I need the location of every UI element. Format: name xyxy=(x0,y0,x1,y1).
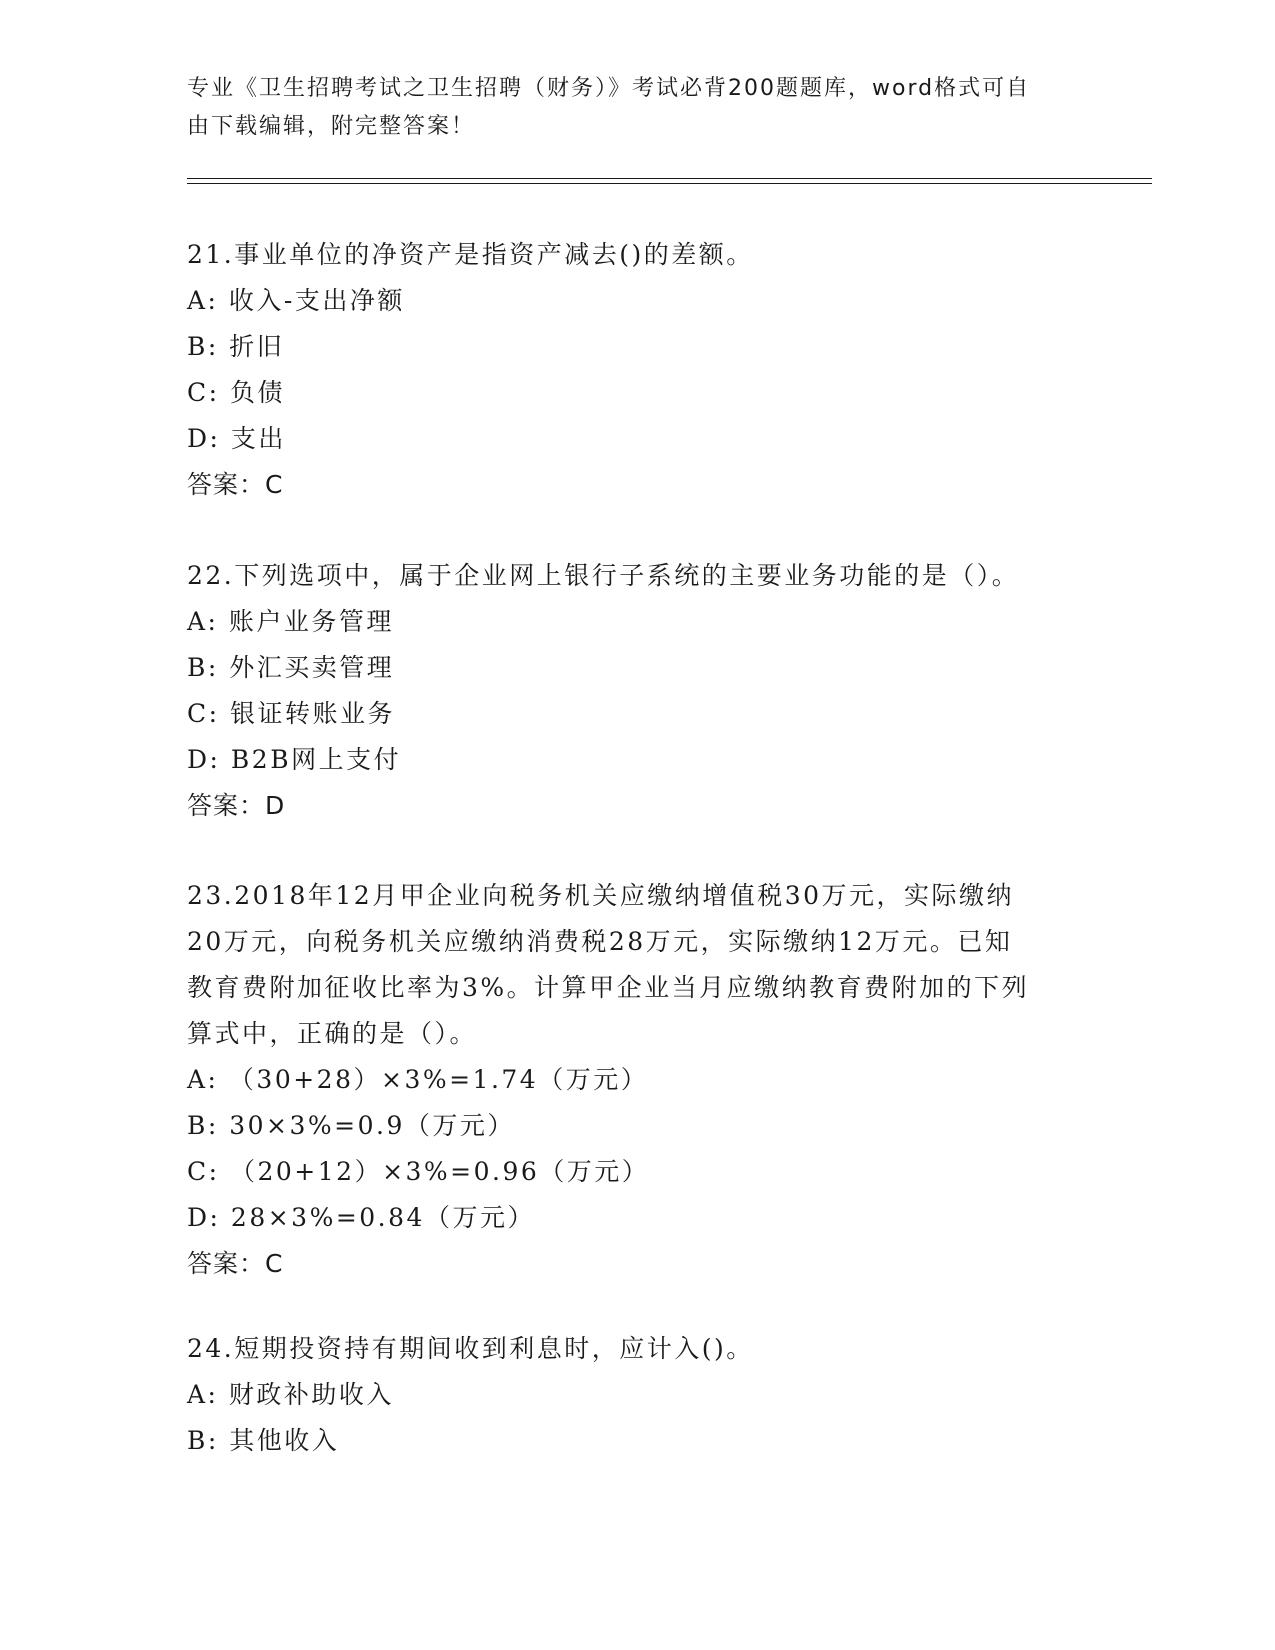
question-stem: 24.短期投资持有期间收到利息时，应计入()。 xyxy=(187,1334,754,1363)
question-stem-line-4: 算式中，正确的是（）。 xyxy=(187,1019,478,1048)
question-stem-line-3: 教育费附加征收比率为3%。计算甲企业当月应缴纳教育费附加的下列 xyxy=(187,973,1030,1002)
option-b: B: 其他收入 xyxy=(187,1426,340,1455)
header-divider-bottom xyxy=(187,183,1152,184)
answer-line: 答案：C xyxy=(187,1249,284,1278)
question-22 xyxy=(187,553,1087,829)
answer-line: 答案：C xyxy=(187,470,284,499)
question-24 xyxy=(187,1326,1087,1464)
option-c: C: （20+12）×3%=0.96（万元） xyxy=(187,1157,650,1186)
header-line-1: 专业《卫生招聘考试之卫生招聘（财务）》考试必背200题题库，word格式可自 xyxy=(187,76,1031,101)
document-header xyxy=(187,70,1067,146)
option-c: C: 负债 xyxy=(187,378,285,407)
option-a: A: 财政补助收入 xyxy=(187,1380,394,1409)
option-d: D: 支出 xyxy=(187,424,286,453)
option-a: A: 收入-支出净额 xyxy=(187,286,405,315)
option-b: B: 折旧 xyxy=(187,332,285,361)
question-stem: 22.下列选项中，属于企业网上银行子系统的主要业务功能的是（）。 xyxy=(187,561,1020,590)
question-stem: 21.事业单位的净资产是指资产减去()的差额。 xyxy=(187,240,754,269)
answer-line: 答案：D xyxy=(187,791,286,820)
option-b: B: 外汇买卖管理 xyxy=(187,653,395,682)
header-line-2: 由下载编辑，附完整答案！ xyxy=(187,114,476,139)
option-c: C: 银证转账业务 xyxy=(187,699,395,728)
header-divider-top xyxy=(187,178,1152,179)
option-a: A: （30+28）×3%=1.74（万元） xyxy=(187,1065,649,1094)
question-21 xyxy=(187,232,1087,508)
question-stem-line-2: 20万元，向税务机关应缴纳消费税28万元，实际缴纳12万元。已知 xyxy=(187,927,1013,956)
question-23 xyxy=(187,873,1087,1287)
option-d: D: 28×3%=0.84（万元） xyxy=(187,1203,535,1232)
option-a: A: 账户业务管理 xyxy=(187,607,394,636)
option-d: D: B2B网上支付 xyxy=(187,745,402,774)
question-stem-line-1: 23.2018年12月甲企业向税务机关应缴纳增值税30万元，实际缴纳 xyxy=(187,881,1015,910)
option-b: B: 30×3%=0.9（万元） xyxy=(187,1111,515,1140)
